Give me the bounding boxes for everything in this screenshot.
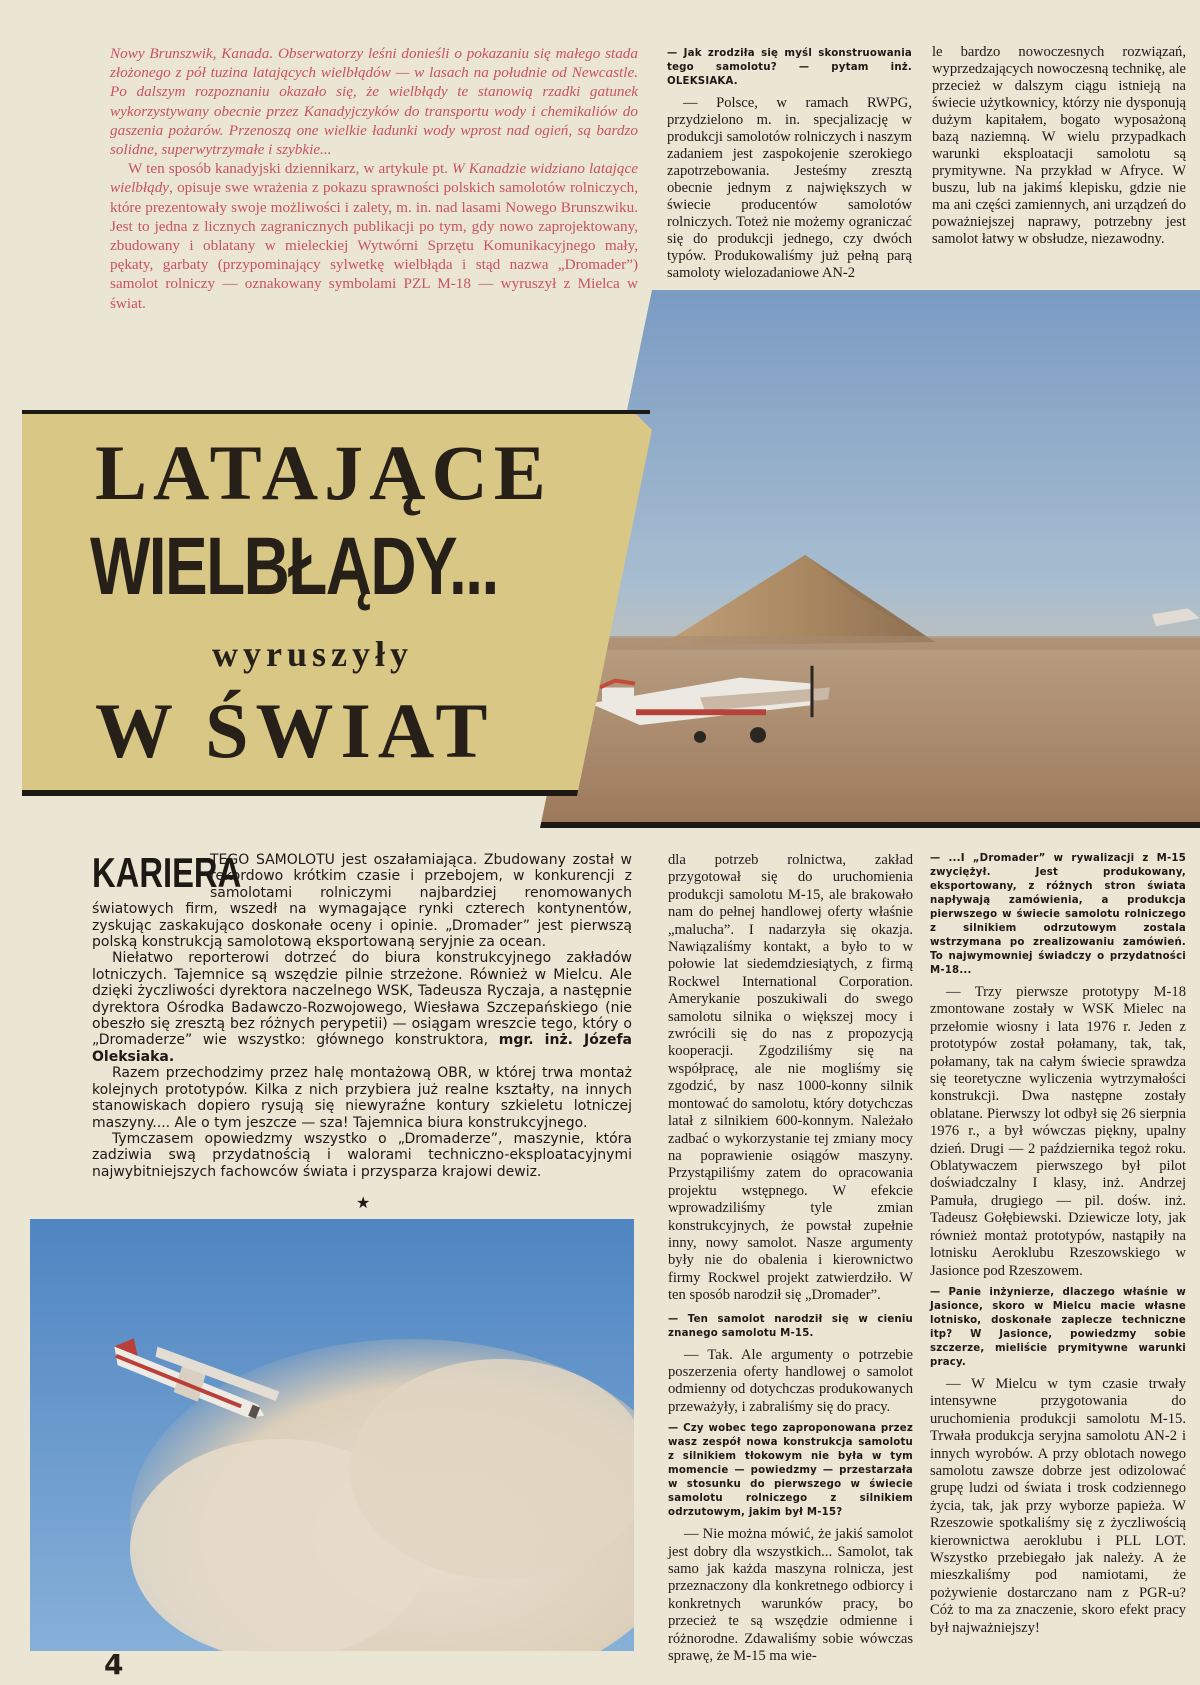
column-c	[668, 852, 913, 1665]
kariera-p2-text: Niełatwo reporterowi dotrzeć do biura konstrukcyjnego zakładów lotniczych. Tajemnice są wszędzie pilnie strzeżone. Również w Mielcu. Ale dzięki życzliwości dyrektora naczelnego WSK, Tadeusza Ryczaja, a następnie dyrektora Ośrodka Badawczo-Rozwojowego, Wiesława Szczepańskiego (nie obeszło się zresztą bez różnych perypetii) — osiągam wreszcie tego, który o „Dromaderze” wie wszystko: głównego konstruktora,	[92, 950, 632, 1049]
column-b-text: le bardzo nowoczesnych rozwiązań, wyprzedzających nowoczesną technikę, ale przecież w dalszym ciągu istnieją na świecie użytkownicy, którzy nie dysponują dużym kapitałem, bogato wyposażoną bazą naziemną. W wielu przypadkach warunki eksploatacji samolotu są prymitywne. Na przykład w Afryce. W buszu, lub na jakimś klepisku, gdzie nie ma ani części zamiennych, ani urządzeń do poważniejszej naprawy, potrzebny jest samolot łatwy w obsłudze, niezawodny.	[932, 44, 1186, 247]
pyramid-photo-image	[540, 290, 1200, 822]
kariera-article	[92, 849, 633, 1180]
column-a	[667, 47, 912, 282]
column-c-question-2: — Czy wobec tego zaproponowana przez wasz zespół nowa konstrukcja samolotu z silnikiem tłokowym nie była w tym momencie — powiedzmy — przestarzała w stosunku do pierwszego w świecie samolotu rolniczego z silnikiem odrzutowym, jakim był M-15?	[668, 1423, 913, 1519]
intro-body-end: , opisuje swe wrażenia z pokazu sprawności polskich samolotów rolniczych, które prezentowały swoje możliwości i zalety, m. in. nad lasami Nowego Brunszwiku. Jest to jedna z licznych zagranicznych publikacji po tym, gdy nowo zaprojektowany, zbudowany i oblatany w mieleckiej Wytwórni Sprzętu Komunikacyjnego mały, pękaty, garbaty (przypominający sylwetkę wielbłąda i stąd nazwa „Dromader”) samolot rolniczy — oznakowany symbolami PZL M-18 — wyruszył z Mielca w świat.	[110, 179, 638, 312]
kariera-paragraph-3: Razem przechodzimy przez halę montażową OBR, w której trwa montaż kolejnych prototypów. Kilka z nich przybiera już realne kształty, na innych stanowiskach dopiero rysują się niewyraźne kontury szkieletu lotniczej maszyny.... Ale o tym jeszcze — sza! Tajemnica biura konstrukcyjnego.	[92, 1065, 632, 1131]
star-separator: ★	[356, 1193, 371, 1212]
column-c-question-1: — Ten samolot narodził się w cieniu znanego samolotu M-15.	[668, 1313, 913, 1339]
kariera-paragraph-2	[92, 950, 632, 1065]
intro-body	[110, 159, 638, 313]
kariera-paragraph-1: TEGO SAMOLOTU jest oszałamiająca. Zbudowany został w rekordowo krótkim czasie i przebojem, w konkurencji z samolotami rolniczymi najbardziej renomowanych światowych firm, wszedł na wymagające rynki czterech kontynentów, zyskując zaskakująco doskonałe oceny i opinie. „Dromader” jest pierwszą polską konstrukcją samolotową eksportowaną seryjnie za ocean.	[92, 852, 632, 951]
pyramid-photo	[540, 290, 1200, 828]
banner-top-rule	[22, 410, 650, 414]
column-b	[932, 44, 1186, 248]
kariera-p2-name: mgr. inż. Józefa Oleksiaka.	[92, 1032, 633, 1065]
kariera-paragraph-4: Tymczasem opowiedzmy wszystko o „Dromaderze”, maszynie, która zadziwia swą przydatnością i walorami techniczno-eksploatacyjnymi najwybitniejszych fachowców świata i przysparza krajowi dewiz.	[92, 1130, 632, 1180]
column-c-paragraph-2: — Tak. Ale argumenty o potrzebie poszerzenia oferty handlowej o samolot odmienny od dotychczas produkowanych przeważyły, i zabraliśmy się do pracy.	[668, 1346, 913, 1415]
question-1: — Jak zrodziła się myśl skonstruowania tego samolotu? — pytam inż. OLEKSIAKA.	[667, 48, 912, 87]
title-line-2: WIELBŁĄDY...	[90, 521, 498, 612]
column-d	[930, 852, 1186, 1637]
column-d-paragraph-1: — Trzy pierwsze prototypy M-18 zmontowane zostały w WSK Mielec na przełomie wiosny i lata 1976 r. Jeden z prototypów został połamany, tak, tak, połamany, tak na całym świecie sprawdza się teoretyczne wyliczenia wytrzymałości konstrukcji. Dwa następne zostały oblatane. Pierwszy lot odbył się 26 sierpnia 1976 r., a był wówczas piękny, upalny dzień. Drugi — 2 października tegoż roku. Oblatywaczem pierwszego był pilot doświadczalny I klasy, inż. Andrzej Pamuła, drugiego — pil. dośw. inż. Tadeusz Gołębiewski. Dziewicze loty, jak również montaż prototypów, nastąpiły na lotnisku Aeroklubu Rzeszowskiego w Jasionce pod Rzeszowem.	[930, 984, 1186, 1279]
kariera-drop-word: KARIERA	[92, 849, 242, 896]
water-drop-photo-image	[30, 1219, 634, 1651]
intro-lead: Nowy Brunszwik, Kanada. Obserwatorzy leśni donieśli o pokazaniu się małego stada złożonego z pół tuzina latających wielbłądów — w lasach na południe od Newcastle. Po dalszym rozpoznaniu okazało się, że wielbłądy te stanowią rzadki gatunek wykorzystywany obecnie przez Kanadyjczyków do transportu wody i chemikaliów do gaszenia pożarów. Przenoszą one wielkie ładunki wody wprost nad ogień, są bardzo solidne, superwytrzymałe i szybkie...	[110, 45, 638, 159]
title-line-1: LATAJĄCE	[95, 429, 552, 516]
column-d-question-2: — Panie inżynierze, dlaczego właśnie w Jasionce, skoro w Mielcu macie własne lotnisko, doskonałe zaplecze techniczne itp? W Jasionce, powiedzmy sobie szczerze, mieliście prymitywne warunki pracy.	[930, 1286, 1186, 1368]
answer-1: — Polsce, w ramach RWPG, przydzielono m. in. specjalizację w produkcji samolotów rolniczych i naszym zadaniem jest zaspokojenie szerokiego zapotrzebowania. Jesteśmy zresztą obecnie jednym z największych w świecie producentów samolotów rolniczych. Toteż nie możemy ograniczać się do produkcji jednego, czy dwóch typów. Produkowaliśmy już pełną parą samoloty wielozadaniowe AN-2	[667, 95, 912, 281]
page-number: 4	[104, 1648, 124, 1681]
column-c-paragraph-3: — Nie można mówić, że jakiś samolot jest dobry dla wszystkich... Samolot, tak samo jak każda maszyna rolnicza, jest przeznaczony dla konkretnego odbiorcy i konkretnych warunków pracy, bo przecież te są wszędzie odmienne i różnorodne. Zdawaliśmy sobie wówczas sprawę, że M-15 ma wie-	[668, 1526, 913, 1665]
water-drop-photo	[30, 1219, 634, 1651]
column-c-paragraph-1: dla potrzeb rolnictwa, zakład przygotował się do uruchomienia produkcji samolotu M-15, ale brakowało nam do pełnej handlowej oferty właśnie „malucha”. I nadarzyła się okazja. Nawiązaliśmy kontakt, a było to w połowie lat siedemdziesiątych, z firmą Rockwel International Corporation. Amerykanie poszukiwali do swego samolotu silnika o większej mocy i zwrócili się do nas z propozycją kooperacji. Zgodziliśmy się na współpracę, ale nie mogliśmy się zgodzić, by nasz 1000-konny silnik montować do samolotu, który dotychczas latał z silnikiem 600-konnym. Należało zadbać o wykorzystanie tej zmiany mocy na poprawienie osiągów maszyny. Przystąpiliśmy zatem do opracowania projektu wstępnego. W efekcie wprowadziliśmy tyle zmian konstrukcyjnych, że powstał zupełnie inny, nowy samolot. Nasze argumenty były nie do obalenia i kierownictwo firmy Rockwel projekt zatwierdziło. W ten sposób narodził się „Dromader”.	[668, 852, 913, 1304]
column-d-paragraph-2: — W Mielcu w tym czasie trwały intensywne przygotowania do uruchomienia produkcji samolotu M-15. Trwała produkcja seryjna samolotu AN-2 i innych wyrobów. A przy oblotach nowego samolotu zawsze dobrze jest odizolować grupę ludzi od świata i trosk codziennego życia, tak, jak przy wyborze papieża. W Rzeszowie spotkaliśmy się z życzliwością kierownictwa aeroklubu i PLL LOT. Wszystko przebiegało jak należy. A że mieszkaliśmy pod namiotami, że pożywienie dostarczano nam z PGR-u? Cóż to ma za znaczenie, skoro efekt pracy był najważniejszy!	[930, 1375, 1186, 1636]
intro-body-italic: W Kanadzie widziano latające wielbłądy	[110, 160, 638, 197]
title-line-3: wyruszyły	[212, 634, 413, 674]
column-d-question-1: — ...I „Dromader” w rywalizacji z M-15 zwyciężył. Jest produkowany, eksportowany, z różnych stron świata napływają zamówienia, a produkcja pierwszego w świecie samolotu rolniczego z silnikiem odrzutowym zostala wstrzymana po zrealizowaniu zamówień. To najwymowniej świadczy o przydatności M-18...	[930, 853, 1186, 976]
intro-body-start: W ten sposób kanadyjski dziennikarz, w artykule pt.	[128, 160, 453, 178]
title-line-4: W ŚWIAT	[95, 687, 495, 774]
intro-block	[110, 44, 638, 313]
